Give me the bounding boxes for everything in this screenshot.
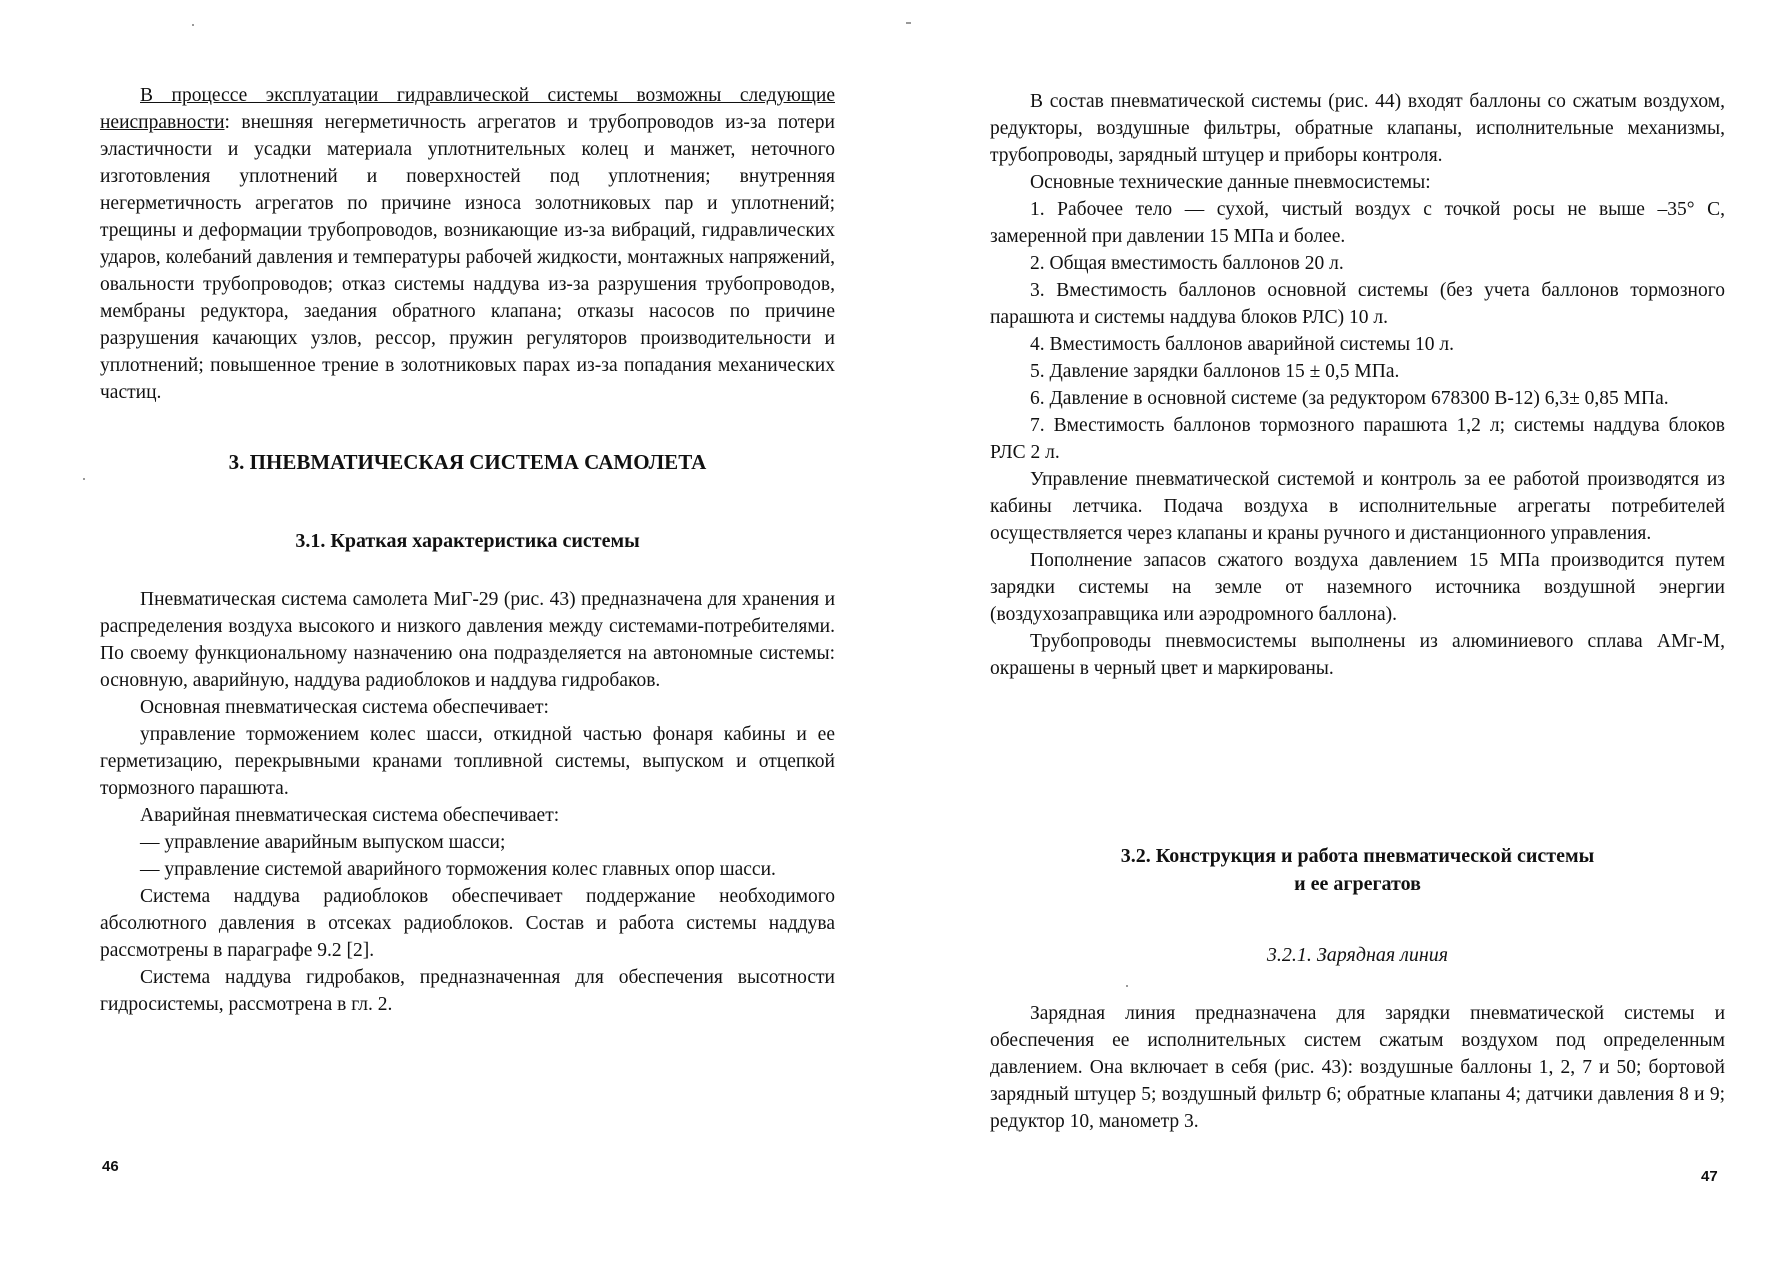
chapter-title: 3. ПНЕВМАТИЧЕСКАЯ СИСТЕМА САМОЛЕТА xyxy=(228,450,707,474)
faults-lead-underlined: В процессе эксплуатации гидравлической системы возможны следующие неисправности xyxy=(100,85,835,133)
left-page xyxy=(0,0,880,1263)
list-item: 7. Вместимость баллонов тормозного парашюта 1,2 л; системы наддува блоков РЛС 2 л. xyxy=(990,415,1725,463)
scan-speck xyxy=(906,22,911,24)
right-body xyxy=(990,88,1725,682)
subsection-title: 3.2.1. Зарядная линия xyxy=(1266,944,1449,966)
paragraph: Аварийная пневматическая система обеспечивает: xyxy=(140,805,560,826)
faults-text: : внешняя негерметичность агрегатов и трубопроводов из-за потери эластичности и усадки материала уплотнительных колец и манжет, неточного изготовления уплотнений и поверхностей под уплотнения; внутренняя негерметичность агрегатов по причине износа золотниковых пар и уплотнений; трещины и деформации трубопроводов, возникающие из-за вибраций, гидравлических ударов, колебаний давления и температуры рабочей жидкости, монтажных напряжений, овальности трубопроводов; отказ системы наддува из-за разрушения трубопроводов, мембраны редуктора, заедания обратного клапана; отказы насосов по причине разрушения качающих узлов, рессор, пружин регуляторов производительности и уплотнений; повышенное трение в золотниковых парах из-за попадания механических частиц. xyxy=(100,112,835,403)
faults-paragraph xyxy=(100,82,835,406)
list-item: 2. Общая вместимость баллонов 20 л. xyxy=(1030,253,1344,274)
scan-speck xyxy=(83,478,85,480)
list-item: — управление аварийным выпуском шасси; xyxy=(140,832,506,853)
list-item: 5. Давление зарядки баллонов 15 ± 0,5 МПа. xyxy=(1030,361,1400,382)
right-page xyxy=(900,0,1780,1263)
list-item: — управление системой аварийного торможения колес главных опор шасси. xyxy=(140,859,776,880)
scan-speck xyxy=(1126,985,1128,987)
paragraph: Система наддува гидробаков, предназначенная для обеспечения высотности гидросистемы, рассмотрена в гл. 2. xyxy=(100,967,835,1015)
paragraph: Основные технические данные пневмосистемы: xyxy=(1030,172,1431,193)
section-title-line1: 3.2. Конструкция и работа пневматической системы xyxy=(1120,845,1595,867)
left-body xyxy=(100,586,835,1018)
list-item: 4. Вместимость баллонов аварийной системы 10 л. xyxy=(1030,334,1454,355)
list-item: 6. Давление в основной системе (за редуктором 678300 В-12) 6,3± 0,85 МПа. xyxy=(1030,388,1669,409)
page-number: 46 xyxy=(102,1158,119,1175)
list-item: 3. Вместимость баллонов основной системы (без учета баллонов тормозного парашюта и системы наддува блоков РЛС) 10 л. xyxy=(990,280,1725,328)
list-item: 1. Рабочее тело — сухой, чистый воздух с точкой росы не выше –35° С, замеренной при давлении 15 МПа и более. xyxy=(990,199,1725,247)
paragraph: Управление пневматической системой и контроль за ее работой производятся из кабины летчика. Подача воздуха в исполнительные агрегаты потребителей осуществляется через клапаны и краны ручного и дистанционного управления. xyxy=(990,469,1725,544)
paragraph: Трубопроводы пневмосистемы выполнены из алюминиевого сплава АМг-М, окрашены в черный цвет и маркированы. xyxy=(990,631,1725,679)
paragraph: Основная пневматическая система обеспечивает: xyxy=(140,697,549,718)
paragraph: Система наддува радиоблоков обеспечивает поддержание необходимого абсолютного давления в отсеках радиоблоков. Состав и работа системы наддува рассмотрены в параграфе 9.2 [2]. xyxy=(100,886,835,961)
page-number: 47 xyxy=(1701,1168,1718,1185)
section-title: 3.1. Краткая характеристика системы xyxy=(295,530,640,552)
paragraph: управление торможением колес шасси, откидной частью фонаря кабины и ее герметизацию, перекрывными кранами топливной системы, выпуском и отцепкой тормозного парашюта. xyxy=(100,724,835,799)
charging-line-paragraph: Зарядная линия предназначена для зарядки пневматической системы и обеспечения ее исполнительных систем сжатым воздухом под определенным давлением. Она включает в себя (рис. 43): воздушные баллоны 1, 2, 7 и 50; бортовой зарядный штуцер 5; воздушный фильтр 6; обратные клапаны 4; датчики давления 8 и 9; редуктор 10, манометр 3. xyxy=(990,1003,1725,1132)
paragraph: Пневматическая система самолета МиГ-29 (рис. 43) предназначена для хранения и распределения воздуха высокого и низкого давления между системами-потребителями. По своему функциональному назначению она подразделяется на автономные системы: основную, аварийную, наддува радиоблоков и наддува гидробаков. xyxy=(100,589,835,691)
section-title-line2: и ее агрегатов xyxy=(1294,873,1421,895)
paragraph: Пополнение запасов сжатого воздуха давлением 15 МПа производится путем зарядки системы на земле от наземного источника воздушной энергии (воздухозаправщика или аэродромного баллона). xyxy=(990,550,1725,625)
paragraph: В состав пневматической системы (рис. 44) входят баллоны со сжатым воздухом, редукторы, воздушные фильтры, обратные клапаны, исполнительные механизмы, трубопроводы, зарядный штуцер и приборы контроля. xyxy=(990,91,1725,166)
scan-speck xyxy=(192,24,194,26)
